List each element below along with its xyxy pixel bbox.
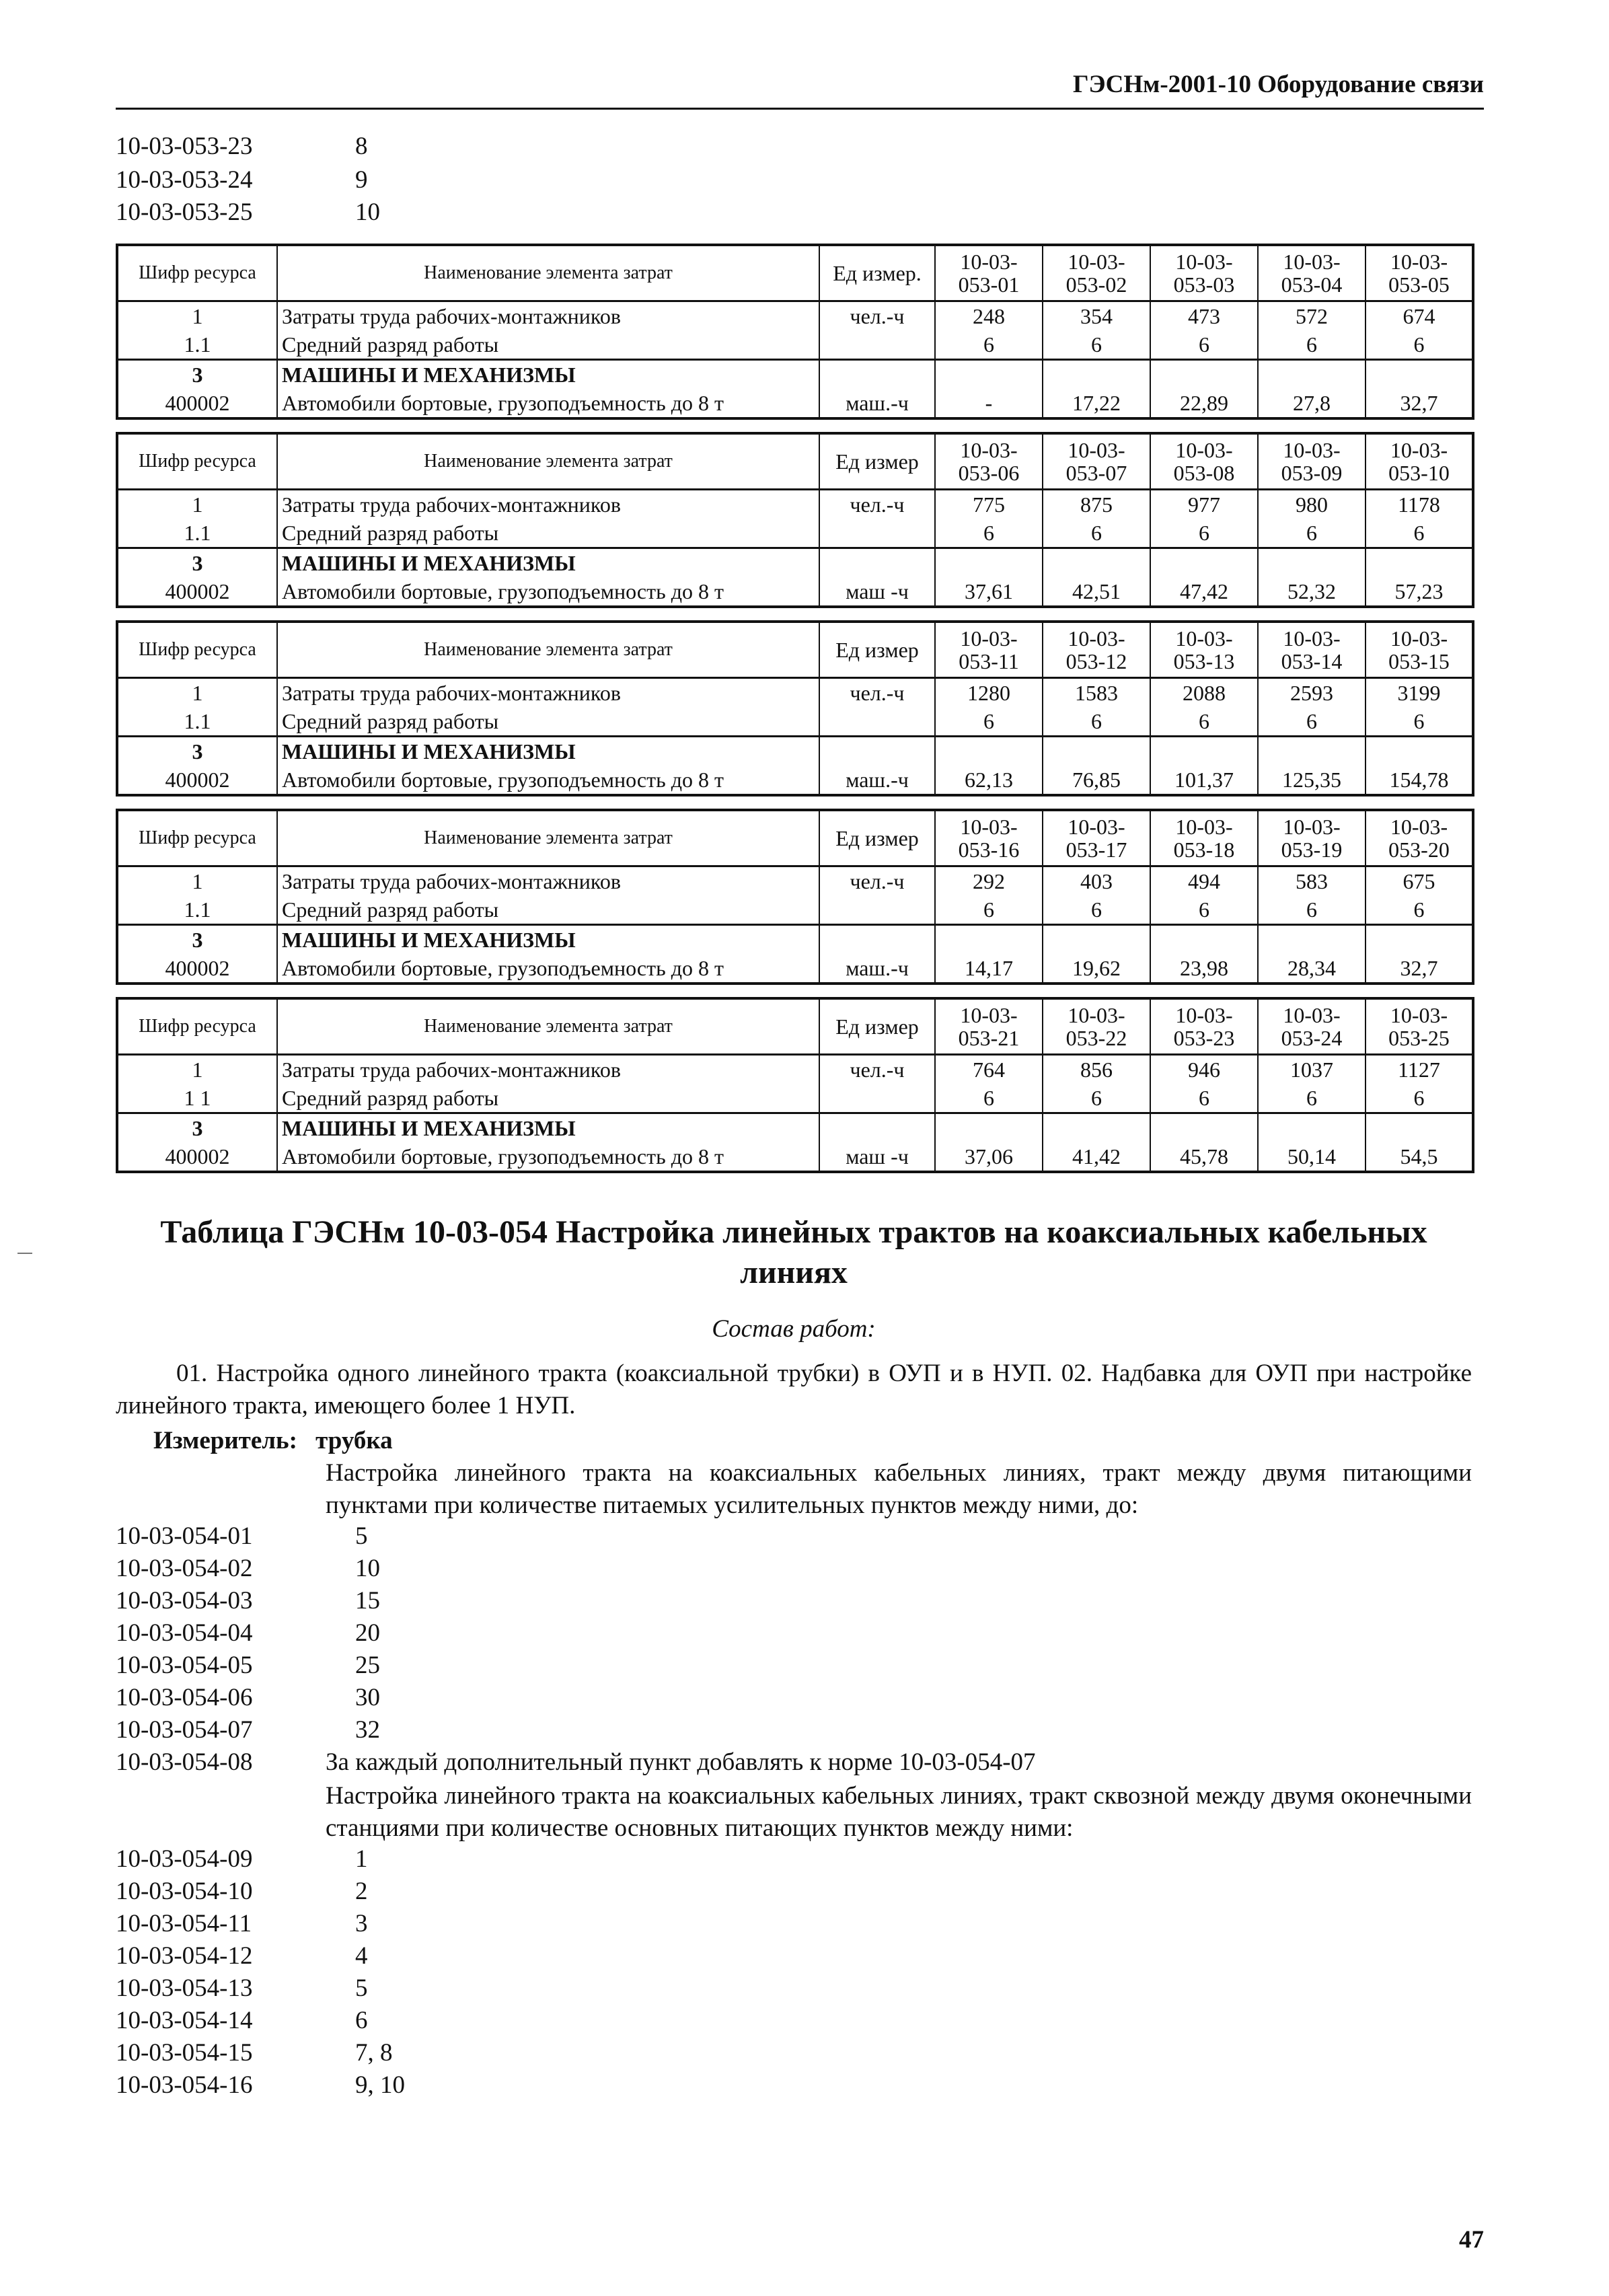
cell-value: 17,22	[1043, 389, 1150, 418]
resource-table	[116, 809, 1474, 985]
group-description: Настройка линейного тракта на коаксиальных кабельных линиях, тракт сквозной между двумя оконечными станциями при количестве основных питающих пунктов между ними:	[326, 1782, 1472, 1842]
resource-table	[116, 244, 1474, 420]
cell-value: 875	[1043, 490, 1150, 519]
cell-value: 775	[935, 490, 1043, 519]
cell-value: 6	[1150, 519, 1258, 548]
resource-table	[116, 997, 1474, 1173]
cell-cipher: 1.1	[117, 895, 277, 925]
header-unit: Ед измер	[819, 622, 935, 678]
cell-value: 675	[1365, 866, 1473, 896]
cell-name: Средний разряд работы	[277, 1084, 819, 1113]
cell-unit: чел.-ч	[819, 1055, 935, 1084]
cell-cipher: 1 1	[117, 1084, 277, 1113]
code-value: 1	[355, 1845, 368, 1873]
cell-value: 856	[1043, 1055, 1150, 1084]
cell-value: 57,23	[1365, 577, 1473, 607]
cell-value: 6	[1150, 895, 1258, 925]
code-value: 5	[355, 1974, 368, 2002]
section-title	[116, 1212, 1472, 1293]
code-value: 25	[355, 1652, 380, 1679]
column-code: 10-03- 053-07	[1043, 433, 1150, 490]
cell-cipher: 3	[117, 925, 277, 955]
code-value: 2	[355, 1878, 368, 1905]
header-cipher: Шифр ресурса	[117, 810, 277, 866]
cell-unit: чел.-ч	[819, 301, 935, 331]
cell-section-heading: МАШИНЫ И МЕХАНИЗМЫ	[277, 925, 819, 955]
cell-value: 1583	[1043, 678, 1150, 708]
cell-value: 1178	[1365, 490, 1473, 519]
cell-name: Средний разряд работы	[277, 519, 819, 548]
column-code: 10-03- 053-21	[935, 998, 1043, 1055]
column-code: 10-03- 053-08	[1150, 433, 1258, 490]
table-row	[117, 577, 1473, 607]
meter-label: Измеритель:	[153, 1427, 297, 1454]
code-value: 8	[355, 133, 368, 160]
column-code: 10-03- 053-01	[935, 245, 1043, 301]
cell-value: 946	[1150, 1055, 1258, 1084]
code: 10-03-053-23	[116, 133, 253, 160]
code-value: 10	[355, 198, 380, 226]
cell-unit: маш.-ч	[819, 389, 935, 418]
header-cipher: Шифр ресурса	[117, 245, 277, 301]
cell-value: 19,62	[1043, 954, 1150, 984]
cell-cipher: 400002	[117, 1142, 277, 1172]
meter-value: трубка	[315, 1427, 393, 1454]
cell-value: 6	[1043, 1084, 1150, 1113]
cell-name: Затраты труда рабочих-монтажников	[277, 301, 819, 331]
table-row	[117, 1142, 1473, 1172]
cell-name: Затраты труда рабочих-монтажников	[277, 490, 819, 519]
cell-value: 50,14	[1258, 1142, 1365, 1172]
cell-value: 3199	[1365, 678, 1473, 708]
header-cipher: Шифр ресурса	[117, 622, 277, 678]
cell-name: Средний разряд работы	[277, 707, 819, 737]
cell-value: 6	[1365, 1084, 1473, 1113]
column-code: 10-03- 053-03	[1150, 245, 1258, 301]
cell-value: 354	[1043, 301, 1150, 331]
column-code: 10-03- 053-04	[1258, 245, 1365, 301]
column-code: 10-03- 053-05	[1365, 245, 1473, 301]
column-code: 10-03- 053-15	[1365, 622, 1473, 678]
cell-value: 23,98	[1150, 954, 1258, 984]
cell-value: 76,85	[1043, 766, 1150, 795]
column-code: 10-03- 053-06	[935, 433, 1043, 490]
cell-value: 1127	[1365, 1055, 1473, 1084]
cell-cipher: 3	[117, 548, 277, 578]
table-row	[117, 548, 1473, 578]
cell-value: 977	[1150, 490, 1258, 519]
cell-value: 6	[1258, 519, 1365, 548]
table-row	[117, 490, 1473, 519]
column-code: 10-03- 053-11	[935, 622, 1043, 678]
cell-value: 42,51	[1043, 577, 1150, 607]
cell-value: 292	[935, 866, 1043, 896]
cell-value: 583	[1258, 866, 1365, 896]
code: 10-03-054-15	[116, 2039, 253, 2067]
cell-cipher: 1	[117, 866, 277, 896]
code: 10-03-054-06	[116, 1684, 253, 1711]
cell-unit: маш -ч	[819, 1142, 935, 1172]
cell-value: 32,7	[1365, 389, 1473, 418]
cell-value: 6	[1043, 519, 1150, 548]
cell-value: 27,8	[1258, 389, 1365, 418]
table-row	[117, 678, 1473, 708]
cell-cipher: 400002	[117, 389, 277, 418]
cell-cipher: 1.1	[117, 330, 277, 360]
table-row	[117, 301, 1473, 331]
cell-value: 32,7	[1365, 954, 1473, 984]
composition-text: 01. Настройка одного линейного тракта (коаксиальной трубки) в ОУП и в НУП. 02. Надбавка для ОУП при настройке линейного тракта, имеющего более 1 НУП.	[116, 1360, 1472, 1419]
cell-cipher: 3	[117, 737, 277, 766]
table-row	[117, 1113, 1473, 1143]
code: 10-03-054-10	[116, 1878, 253, 1905]
cell-value: 473	[1150, 301, 1258, 331]
column-code: 10-03- 053-18	[1150, 810, 1258, 866]
table-row	[117, 389, 1473, 418]
code-value: 10	[355, 1555, 380, 1582]
cell-value: 101,37	[1150, 766, 1258, 795]
cell-value: -	[935, 389, 1043, 418]
cell-value: 54,5	[1365, 1142, 1473, 1172]
table-row	[117, 707, 1473, 737]
code-value: 9	[355, 166, 368, 194]
column-code: 10-03- 053-14	[1258, 622, 1365, 678]
cell-value: 45,78	[1150, 1142, 1258, 1172]
cell-name: Автомобили бортовые, грузоподъемность до 8 т	[277, 577, 819, 607]
header-name: Наименование элемента затрат	[277, 810, 819, 866]
cell-value: 6	[1365, 895, 1473, 925]
cell-unit: маш.-ч	[819, 766, 935, 795]
cell-value: 6	[935, 707, 1043, 737]
column-code: 10-03- 053-19	[1258, 810, 1365, 866]
table-row	[117, 954, 1473, 984]
cell-value: 6	[935, 519, 1043, 548]
code: 10-03-054-13	[116, 1974, 253, 2002]
column-code: 10-03- 053-22	[1043, 998, 1150, 1055]
code: 10-03-054-16	[116, 2071, 253, 2099]
cell-value: 6	[1150, 1084, 1258, 1113]
cell-value: 2088	[1150, 678, 1258, 708]
cell-name: Средний разряд работы	[277, 330, 819, 360]
cell-cipher: 3	[117, 1113, 277, 1143]
column-code: 10-03- 053-17	[1043, 810, 1150, 866]
cell-value: 6	[1043, 330, 1150, 360]
cell-value: 125,35	[1258, 766, 1365, 795]
table-row	[117, 866, 1473, 896]
cell-unit: чел.-ч	[819, 678, 935, 708]
cell-value: 6	[1150, 330, 1258, 360]
page-number: 47	[1459, 2226, 1484, 2254]
header-unit: Ед измер	[819, 810, 935, 866]
cell-section-heading: МАШИНЫ И МЕХАНИЗМЫ	[277, 360, 819, 390]
code-value: 7, 8	[355, 2039, 393, 2067]
table-row	[117, 1055, 1473, 1084]
cell-value: 154,78	[1365, 766, 1473, 795]
cell-cipher: 1.1	[117, 519, 277, 548]
group-description: Настройка линейного тракта на коаксиальных кабельных линиях, тракт между двумя питающими пунктами при количестве питаемых усилительных пунктов между ними, до:	[326, 1459, 1472, 1519]
running-header: ГЭСНм-2001-10 Оборудование связи	[1073, 71, 1484, 98]
cell-value: 6	[1258, 895, 1365, 925]
table-row	[117, 766, 1473, 795]
section-title-line: Таблица ГЭСНм 10-03-054 Настройка линейных трактов на коаксиальных кабельных	[160, 1214, 1427, 1250]
cell-cipher: 1	[117, 490, 277, 519]
cell-value: 572	[1258, 301, 1365, 331]
table-row	[117, 925, 1473, 955]
cell-cipher: 1	[117, 678, 277, 708]
cell-unit: маш.-ч	[819, 954, 935, 984]
cell-cipher: 400002	[117, 954, 277, 984]
cell-unit	[819, 519, 935, 548]
cell-unit: чел.-ч	[819, 490, 935, 519]
cell-section-heading: МАШИНЫ И МЕХАНИЗМЫ	[277, 737, 819, 766]
code-value: 9, 10	[355, 2071, 405, 2099]
cell-value: 6	[1365, 330, 1473, 360]
cell-value: 14,17	[935, 954, 1043, 984]
cell-value: 980	[1258, 490, 1365, 519]
resource-table	[116, 432, 1474, 608]
cell-value: 494	[1150, 866, 1258, 896]
cell-value: 37,61	[935, 577, 1043, 607]
code: 10-03-054-08	[116, 1748, 253, 1776]
cell-unit	[819, 330, 935, 360]
column-code: 10-03- 053-24	[1258, 998, 1365, 1055]
cell-unit	[819, 1084, 935, 1113]
code: 10-03-054-09	[116, 1845, 253, 1873]
cell-cipher: 400002	[117, 766, 277, 795]
cell-cipher: 1	[117, 1055, 277, 1084]
cell-name: Затраты труда рабочих-монтажников	[277, 678, 819, 708]
header-unit: Ед измер.	[819, 245, 935, 301]
cell-name: Автомобили бортовые, грузоподъемность до 8 т	[277, 954, 819, 984]
cell-unit	[819, 895, 935, 925]
cell-value: 764	[935, 1055, 1043, 1084]
column-code: 10-03- 053-02	[1043, 245, 1150, 301]
section-title-line: линиях	[740, 1255, 848, 1290]
cell-value: 41,42	[1043, 1142, 1150, 1172]
resource-table	[116, 620, 1474, 797]
cell-value: 6	[935, 330, 1043, 360]
cell-value: 403	[1043, 866, 1150, 896]
header-cipher: Шифр ресурса	[117, 433, 277, 490]
cell-unit: чел.-ч	[819, 866, 935, 896]
cell-value: 6	[1043, 707, 1150, 737]
column-code: 10-03- 053-13	[1150, 622, 1258, 678]
cell-cipher: 3	[117, 360, 277, 390]
cell-name: Автомобили бортовые, грузоподъемность до 8 т	[277, 766, 819, 795]
code: 10-03-054-02	[116, 1555, 253, 1582]
cell-cipher: 400002	[117, 577, 277, 607]
table-row	[117, 1084, 1473, 1113]
table-row	[117, 360, 1473, 390]
cell-value: 6	[1043, 895, 1150, 925]
cell-cipher: 1.1	[117, 707, 277, 737]
code-value: За каждый дополнительный пункт добавлять к норме 10-03-054-07	[326, 1748, 1036, 1776]
cell-value: 1037	[1258, 1055, 1365, 1084]
cell-value: 37,06	[935, 1142, 1043, 1172]
cell-value: 248	[935, 301, 1043, 331]
column-code: 10-03- 053-10	[1365, 433, 1473, 490]
cell-name: Автомобили бортовые, грузоподъемность до 8 т	[277, 1142, 819, 1172]
table-row	[117, 895, 1473, 925]
cell-value: 6	[935, 1084, 1043, 1113]
cell-value: 52,32	[1258, 577, 1365, 607]
column-code: 10-03- 053-12	[1043, 622, 1150, 678]
cell-name: Затраты труда рабочих-монтажников	[277, 866, 819, 896]
code-value: 30	[355, 1684, 380, 1711]
header-rule	[116, 108, 1484, 110]
cell-name: Автомобили бортовые, грузоподъемность до 8 т	[277, 389, 819, 418]
cell-section-heading: МАШИНЫ И МЕХАНИЗМЫ	[277, 1113, 819, 1143]
code: 10-03-054-11	[116, 1910, 252, 1937]
table-row	[117, 519, 1473, 548]
code-value: 5	[355, 1522, 368, 1550]
composition-label: Состав работ:	[712, 1315, 876, 1343]
code-value: 15	[355, 1587, 380, 1615]
header-name: Наименование элемента затрат	[277, 245, 819, 301]
meter-line	[153, 1426, 393, 1455]
code: 10-03-054-14	[116, 2007, 253, 2034]
cell-value: 6	[1365, 707, 1473, 737]
code: 10-03-054-12	[116, 1942, 253, 1970]
table-row	[117, 330, 1473, 360]
cell-value: 62,13	[935, 766, 1043, 795]
cell-unit	[819, 707, 935, 737]
header-unit: Ед измер	[819, 433, 935, 490]
column-code: 10-03- 053-09	[1258, 433, 1365, 490]
cell-name: Средний разряд работы	[277, 895, 819, 925]
cell-value: 6	[1258, 707, 1365, 737]
cell-unit: маш -ч	[819, 577, 935, 607]
cell-value: 2593	[1258, 678, 1365, 708]
code-value: 6	[355, 2007, 368, 2034]
cell-value: 674	[1365, 301, 1473, 331]
column-code: 10-03- 053-20	[1365, 810, 1473, 866]
cell-value: 6	[935, 895, 1043, 925]
cell-value: 6	[1365, 519, 1473, 548]
code-value: 20	[355, 1619, 380, 1647]
cell-value: 28,34	[1258, 954, 1365, 984]
header-name: Наименование элемента затрат	[277, 622, 819, 678]
header-cipher: Шифр ресурса	[117, 998, 277, 1055]
code: 10-03-054-03	[116, 1587, 253, 1615]
code: 10-03-054-04	[116, 1619, 253, 1647]
cell-value: 47,42	[1150, 577, 1258, 607]
column-code: 10-03- 053-16	[935, 810, 1043, 866]
header-name: Наименование элемента затрат	[277, 998, 819, 1055]
code-value: 4	[355, 1942, 368, 1970]
column-code: 10-03- 053-25	[1365, 998, 1473, 1055]
column-code: 10-03- 053-23	[1150, 998, 1258, 1055]
cell-cipher: 1	[117, 301, 277, 331]
cell-value: 6	[1258, 1084, 1365, 1113]
code: 10-03-053-25	[116, 198, 253, 226]
cell-value: 22,89	[1150, 389, 1258, 418]
header-unit: Ед измер	[819, 998, 935, 1055]
code: 10-03-054-07	[116, 1716, 253, 1744]
code-value: 32	[355, 1716, 380, 1744]
code: 10-03-053-24	[116, 166, 253, 194]
cell-section-heading: МАШИНЫ И МЕХАНИЗМЫ	[277, 548, 819, 578]
code: 10-03-054-01	[116, 1522, 253, 1550]
cell-value: 6	[1258, 330, 1365, 360]
cell-value: 1280	[935, 678, 1043, 708]
table-row	[117, 737, 1473, 766]
code-value: 3	[355, 1910, 368, 1937]
cell-value: 6	[1150, 707, 1258, 737]
header-name: Наименование элемента затрат	[277, 433, 819, 490]
margin-mark	[17, 1253, 32, 1254]
cell-name: Затраты труда рабочих-монтажников	[277, 1055, 819, 1084]
code: 10-03-054-05	[116, 1652, 253, 1679]
